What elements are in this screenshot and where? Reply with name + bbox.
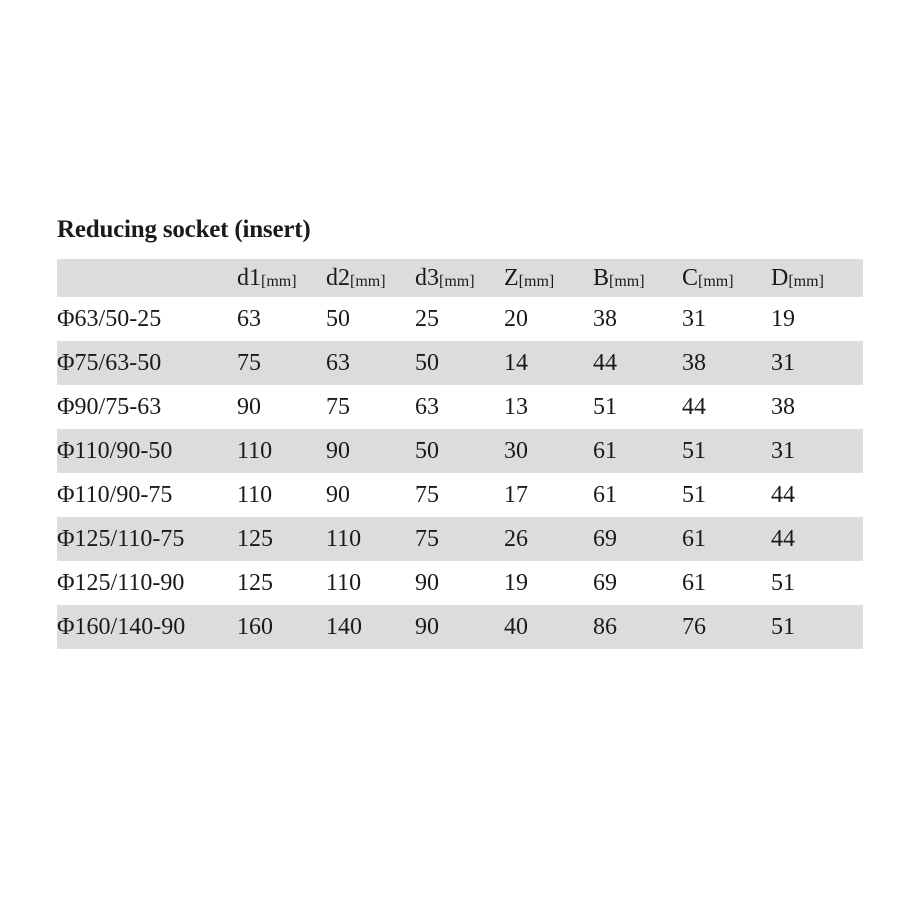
value-cell: 75: [326, 393, 350, 420]
value-cell: 90: [326, 429, 415, 473]
value-cell: 125: [237, 517, 326, 561]
value-cell: 140: [326, 605, 415, 649]
value-cell: 44: [682, 393, 706, 420]
table-title: Reducing socket (insert): [57, 216, 311, 243]
header-cell-d3: [415, 259, 504, 297]
column-unit: [mm]: [350, 272, 386, 290]
value-cell: 17: [504, 481, 528, 508]
table-row: [57, 297, 863, 341]
value-cell: 50: [415, 341, 504, 385]
value-cell: 110: [237, 481, 273, 508]
header-cell-c: [682, 259, 771, 297]
value-cell: 38: [593, 305, 617, 332]
column-symbol: d1: [237, 264, 261, 291]
value-cell: 90: [237, 393, 261, 420]
column-symbol: C: [682, 264, 699, 291]
value-cell: 90: [326, 481, 350, 508]
size-cell: Φ110/90-50: [57, 429, 237, 473]
size-cell: Φ90/75-63: [57, 393, 162, 420]
value-cell: 69: [593, 569, 617, 596]
table-row: [57, 385, 863, 429]
header-cell-z: [504, 259, 593, 297]
size-cell: Φ75/63-50: [57, 341, 237, 385]
table-row: [57, 561, 863, 605]
column-symbol: B: [593, 264, 610, 291]
value-cell: 51: [771, 569, 795, 596]
value-cell: 40: [504, 605, 593, 649]
value-cell: 31: [682, 305, 706, 332]
size-cell: Φ110/90-75: [57, 481, 173, 508]
value-cell: 110: [326, 517, 415, 561]
dimension-table: [57, 259, 863, 649]
header-cell-b: [593, 259, 682, 297]
value-cell: 38: [682, 341, 771, 385]
value-cell: 90: [415, 605, 504, 649]
size-cell: Φ125/110-90: [57, 569, 185, 596]
column-unit: [mm]: [439, 272, 475, 290]
value-cell: 125: [237, 569, 273, 596]
value-cell: 61: [682, 569, 706, 596]
value-cell: 19: [771, 305, 795, 332]
table-row: [57, 341, 863, 385]
column-unit: [mm]: [609, 272, 645, 290]
table-row: [57, 429, 863, 473]
value-cell: 63: [237, 305, 261, 332]
value-cell: 75: [415, 481, 439, 508]
value-cell: 44: [771, 481, 795, 508]
header-cell-d2: [326, 259, 415, 297]
value-cell: 19: [504, 569, 528, 596]
column-symbol: D: [771, 264, 789, 291]
value-cell: 69: [593, 517, 682, 561]
value-cell: 63: [326, 341, 415, 385]
value-cell: 26: [504, 517, 593, 561]
header-row: [57, 259, 863, 297]
value-cell: 30: [504, 429, 593, 473]
value-cell: 38: [771, 393, 795, 420]
size-cell: Φ160/140-90: [57, 605, 237, 649]
value-cell: 86: [593, 605, 682, 649]
value-cell: 75: [237, 341, 326, 385]
value-cell: 76: [682, 605, 771, 649]
value-cell: 51: [682, 429, 771, 473]
column-symbol: d3: [415, 264, 439, 291]
value-cell: 31: [771, 429, 863, 473]
value-cell: 13: [504, 393, 528, 420]
value-cell: 51: [593, 393, 617, 420]
size-cell: Φ63/50-25: [57, 305, 162, 332]
header-cell-d: [771, 259, 863, 297]
value-cell: 160: [237, 605, 326, 649]
value-cell: 50: [415, 429, 504, 473]
value-cell: 25: [415, 305, 439, 332]
value-cell: 110: [326, 569, 362, 596]
value-cell: 50: [326, 305, 350, 332]
column-unit: [mm]: [518, 272, 555, 290]
header-cell-size: [57, 259, 237, 297]
value-cell: 61: [682, 517, 771, 561]
value-cell: 44: [593, 341, 682, 385]
value-cell: 14: [504, 341, 593, 385]
header-cell-d1: [237, 259, 326, 297]
table-row: [57, 517, 863, 561]
column-unit: [mm]: [261, 272, 297, 290]
table-row: [57, 605, 863, 649]
column-unit: [mm]: [698, 272, 734, 290]
value-cell: 44: [771, 517, 863, 561]
value-cell: 51: [771, 605, 863, 649]
value-cell: 51: [682, 481, 706, 508]
value-cell: 31: [771, 341, 863, 385]
column-symbol: d2: [326, 264, 350, 291]
value-cell: 63: [415, 393, 439, 420]
column-unit: [mm]: [788, 272, 824, 290]
value-cell: 61: [593, 429, 682, 473]
value-cell: 75: [415, 517, 504, 561]
value-cell: 61: [593, 481, 617, 508]
value-cell: 110: [237, 429, 326, 473]
size-cell: Φ125/110-75: [57, 517, 237, 561]
table-row: [57, 473, 863, 517]
value-cell: 90: [415, 569, 439, 596]
column-symbol: Z: [504, 264, 519, 291]
value-cell: 20: [504, 305, 528, 332]
